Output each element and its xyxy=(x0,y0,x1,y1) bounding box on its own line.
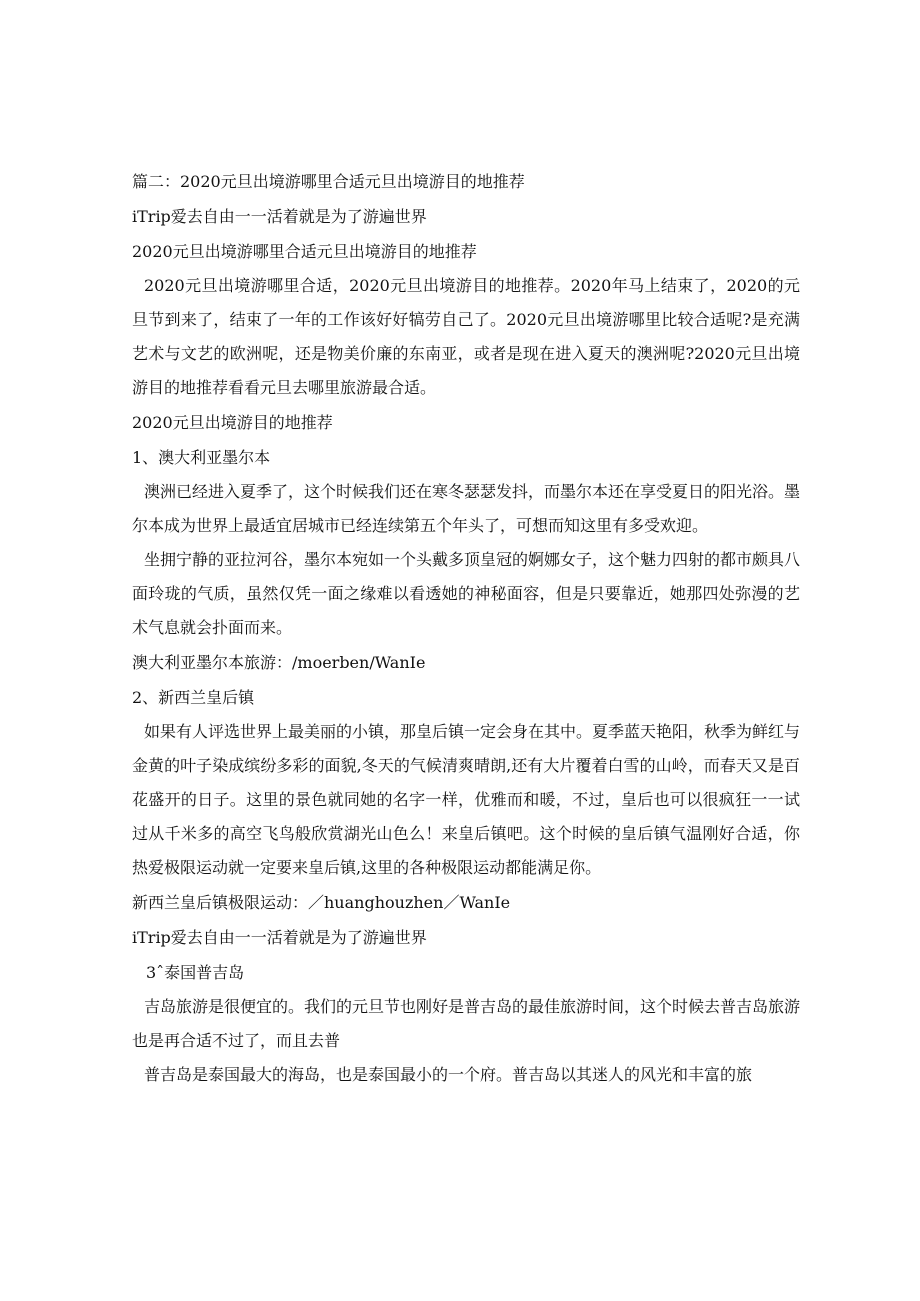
intro-paragraph: 2020元旦出境游哪里合适，2020元旦出境游目的地推荐。2020年马上结束了，2020的元旦节到来了，结束了一年的工作该好好犒劳自己了。2020元旦出境游哪里比较合适呢?是充满艺术与文艺的欧洲呢，还是物美价廉的东南亚，或者是现在进入夏天的澳洲呢?2020元旦出境游目的地推荐看看元旦去哪里旅游最合适。 xyxy=(132,276,800,397)
slogan-line-2: iTrip爱去自由一一活着就是为了游遍世界 xyxy=(132,928,427,947)
slogan-line: iTrip爱去自由一一活着就是为了游遍世界 xyxy=(132,207,427,226)
document-page xyxy=(132,164,800,1092)
item3-paragraph-2: 普吉岛是泰国最大的海岛，也是泰国最小的一个府。普吉岛以其迷人的风光和丰富的旅 xyxy=(144,1065,753,1084)
item2-link-text: 新西兰皇后镇极限运动：／huanghouzhen／WanIe xyxy=(132,893,511,912)
subtitle-line: 2020元旦出境游哪里合适元旦出境游目的地推荐 xyxy=(132,242,477,261)
item1-link-text: 澳大利亚墨尔本旅游：/moerben/WanIe xyxy=(132,653,426,672)
item2-paragraph-1: 如果有人评选世界上最美丽的小镇，那皇后镇一定会身在其中。夏季蓝天艳阳，秋季为鲜红与金黄的叶子染成缤纷多彩的面貌,冬天的气候清爽晴朗,还有大片覆着白雪的山岭，而春天又是百花盛开的日子。这里的景色就同她的名字一样，优雅而和暖，不过，皇后也可以很疯狂一一试过从千米多的高空飞鸟般欣赏湖光山色么！来皇后镇吧。这个时候的皇后镇气温刚好合适，你热爱极限运动就一定要来皇后镇,这里的各种极限运动都能满足你。 xyxy=(132,722,801,877)
item3-title: 3ˆ泰国普吉岛 xyxy=(146,963,245,982)
item2-title: 2、新西兰皇后镇 xyxy=(132,688,255,707)
item3-paragraph-1: 吉岛旅游是很便宜的。我们的元旦节也刚好是普吉岛的最佳旅游时间，这个时候去普吉岛旅游也是再合适不过了，而且去普 xyxy=(132,997,801,1050)
item1-title: 1、澳大利亚墨尔本 xyxy=(132,448,271,467)
item1-paragraph-1: 澳洲已经进入夏季了，这个时候我们还在寒冬瑟瑟发抖，而墨尔本还在享受夏日的阳光浴。墨尔本成为世界上最适宜居城市已经连续第五个年头了，可想而知这里有多受欢迎。 xyxy=(132,482,801,535)
section-heading: 2020元旦出境游目的地推荐 xyxy=(132,413,333,432)
item1-paragraph-2: 坐拥宁静的亚拉河谷，墨尔本宛如一个头戴多顶皇冠的婀娜女子，这个魅力四射的都市颇具八面玲珑的气质，虽然仅凭一面之缘难以看透她的神秘面容，但是只要靠近，她那四处弥漫的艺术气息就会扑面而来。 xyxy=(132,550,801,637)
document-title: 篇二：2020元旦出境游哪里合适元旦出境游目的地推荐 xyxy=(132,172,525,191)
